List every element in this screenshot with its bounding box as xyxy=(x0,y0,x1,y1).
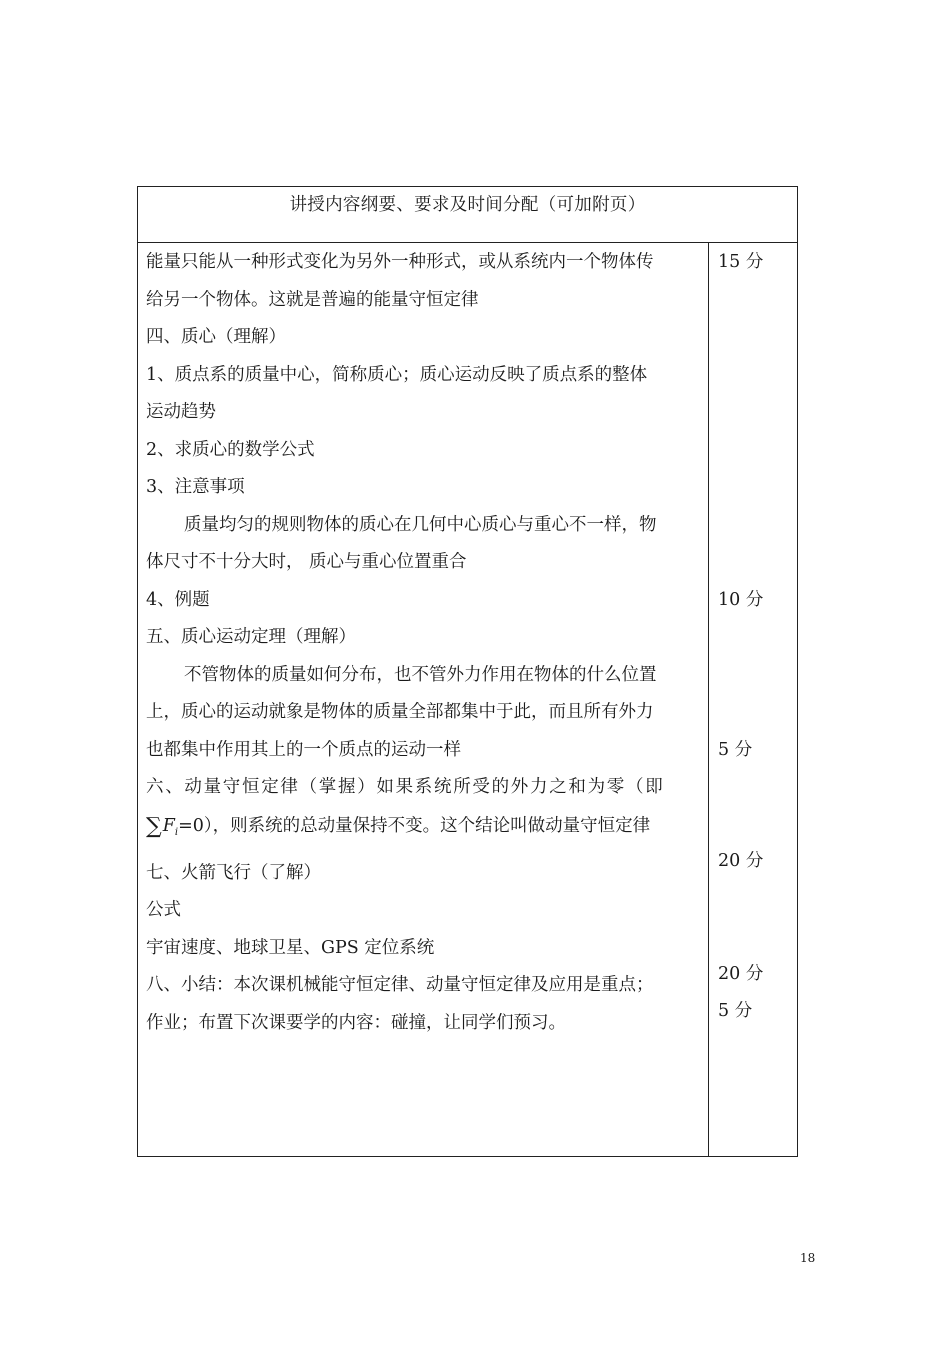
lecture-outline-table xyxy=(137,186,798,1157)
content-line: 给另一个物体。这就是普遍的能量守恒定律 xyxy=(146,290,479,310)
time-mark: 5 分 xyxy=(718,740,753,760)
table-header-row xyxy=(138,187,797,243)
content-line: 4、例题 xyxy=(146,590,210,610)
formula-rest: =0），则系统的总动量保持不变。这个结论叫做动量守恒定律 xyxy=(178,816,651,836)
content-line: 3、注意事项 xyxy=(146,477,245,497)
table-header-title: 讲授内容纲要、要求及时间分配（可加附页） xyxy=(289,195,646,215)
content-line: 也都集中作用其上的一个质点的运动一样 xyxy=(146,740,461,760)
sum-symbol: ∑ xyxy=(146,814,162,839)
content-line: 2、求质心的数学公式 xyxy=(146,440,315,460)
time-mark: 5 分 xyxy=(718,1001,753,1021)
section-heading: 五、质心运动定理（理解） xyxy=(146,627,356,647)
section-heading: 七、火箭飞行（了解） xyxy=(146,863,321,883)
section-heading: 六、动量守恒定律（掌握）如果系统所受的外力之和为零（即 xyxy=(146,777,665,797)
column-divider xyxy=(708,243,709,1156)
content-line: 运动趋势 xyxy=(146,402,216,422)
page-number: 18 xyxy=(800,1251,816,1265)
time-mark: 20 分 xyxy=(718,851,764,871)
content-line: 宇宙速度、地球卫星、GPS 定位系统 xyxy=(146,938,435,958)
section-heading: 四、质心（理解） xyxy=(146,327,286,347)
time-mark: 10 分 xyxy=(718,590,764,610)
content-line: 1、质点系的质量中心，简称质心；质心运动反映了质点系的整体 xyxy=(146,365,648,385)
content-line: 上，质心的运动就象是物体的质量全部都集中于此，而且所有外力 xyxy=(146,702,654,722)
time-mark: 15 分 xyxy=(718,252,764,272)
section-heading: 八、小结：本次课机械能守恒定律、动量守恒定律及应用是重点； xyxy=(146,975,654,995)
content-line: 不管物体的质量如何分布，也不管外力作用在物体的什么位置 xyxy=(184,665,657,685)
content-line: 质量均匀的规则物体的质心在几何中心质心与重心不一样，物 xyxy=(184,515,657,535)
content-line: 能量只能从一种形式变化为另外一种形式，或从系统内一个物体传 xyxy=(146,252,654,272)
content-line: 作业；布置下次课要学的内容：碰撞，让同学们预习。 xyxy=(146,1013,566,1033)
formula-line xyxy=(146,813,650,839)
content-line: 体尺寸不十分大时， 质心与重心位置重合 xyxy=(146,552,467,572)
formula-subscript: i xyxy=(174,827,179,838)
content-line: 公式 xyxy=(146,900,181,920)
time-mark: 20 分 xyxy=(718,964,764,984)
formula-variable: F xyxy=(162,816,175,836)
